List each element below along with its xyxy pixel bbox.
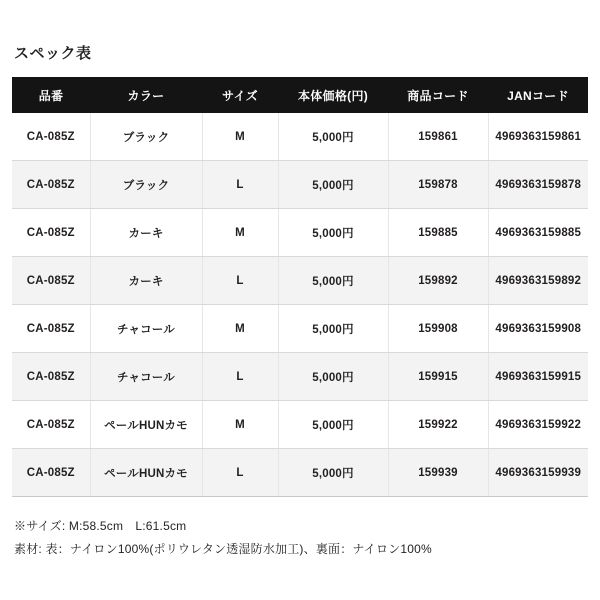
cell-size: M <box>202 305 278 353</box>
table-row <box>12 305 588 353</box>
cell-product-number: CA-085Z <box>12 449 90 497</box>
cell-product-code: 159908 <box>388 305 488 353</box>
cell-product-number: CA-085Z <box>12 353 90 401</box>
spec-table <box>12 77 588 497</box>
column-header-size: サイズ <box>202 77 278 113</box>
cell-color: ブラック <box>90 161 202 209</box>
cell-size: M <box>202 209 278 257</box>
column-header-color: カラー <box>90 77 202 113</box>
column-header-product-number: 品番 <box>12 77 90 113</box>
cell-color: カーキ <box>90 257 202 305</box>
cell-color: カーキ <box>90 209 202 257</box>
cell-product-code: 159878 <box>388 161 488 209</box>
cell-product-code: 159885 <box>388 209 488 257</box>
table-header <box>12 77 588 113</box>
cell-color: チャコール <box>90 353 202 401</box>
cell-product-code: 159892 <box>388 257 488 305</box>
note-material: 素材: 表：ナイロン100%(ポリウレタン透湿防水加工)、裏面：ナイロン100% <box>14 541 432 556</box>
cell-jan-code: 4969363159922 <box>488 401 588 449</box>
table-row <box>12 113 588 161</box>
table-row <box>12 401 588 449</box>
cell-jan-code: 4969363159908 <box>488 305 588 353</box>
cell-product-number: CA-085Z <box>12 257 90 305</box>
column-header-jan-code: JANコード <box>488 77 588 113</box>
cell-price: 5,000円 <box>278 113 388 161</box>
cell-price: 5,000円 <box>278 305 388 353</box>
cell-color: ブラック <box>90 113 202 161</box>
cell-size: L <box>202 449 278 497</box>
cell-size: L <box>202 353 278 401</box>
cell-price: 5,000円 <box>278 353 388 401</box>
table-header-row <box>12 77 588 113</box>
cell-price: 5,000円 <box>278 449 388 497</box>
column-header-price: 本体価格(円) <box>278 77 388 113</box>
cell-product-number: CA-085Z <box>12 209 90 257</box>
cell-product-code: 159861 <box>388 113 488 161</box>
cell-product-number: CA-085Z <box>12 161 90 209</box>
cell-price: 5,000円 <box>278 209 388 257</box>
cell-price: 5,000円 <box>278 401 388 449</box>
cell-color: ペールHUNカモ <box>90 401 202 449</box>
table-row <box>12 449 588 497</box>
cell-jan-code: 4969363159915 <box>488 353 588 401</box>
cell-product-code: 159915 <box>388 353 488 401</box>
cell-product-number: CA-085Z <box>12 305 90 353</box>
table-body <box>12 113 588 497</box>
cell-product-number: CA-085Z <box>12 113 90 161</box>
table-row <box>12 209 588 257</box>
cell-color: チャコール <box>90 305 202 353</box>
cell-jan-code: 4969363159892 <box>488 257 588 305</box>
cell-size: L <box>202 257 278 305</box>
cell-size: L <box>202 161 278 209</box>
cell-size: M <box>202 401 278 449</box>
cell-product-code: 159922 <box>388 401 488 449</box>
cell-product-number: CA-085Z <box>12 401 90 449</box>
cell-jan-code: 4969363159885 <box>488 209 588 257</box>
notes-section <box>12 515 588 561</box>
cell-price: 5,000円 <box>278 257 388 305</box>
cell-price: 5,000円 <box>278 161 388 209</box>
note-size: ※サイズ: M:58.5cm L:61.5cm <box>14 519 187 533</box>
cell-size: M <box>202 113 278 161</box>
cell-color: ペールHUNカモ <box>90 449 202 497</box>
table-row <box>12 353 588 401</box>
page-title: スペック表 <box>14 45 92 62</box>
cell-product-code: 159939 <box>388 449 488 497</box>
table-row <box>12 161 588 209</box>
cell-jan-code: 4969363159878 <box>488 161 588 209</box>
cell-jan-code: 4969363159861 <box>488 113 588 161</box>
cell-jan-code: 4969363159939 <box>488 449 588 497</box>
table-row <box>12 257 588 305</box>
column-header-product-code: 商品コード <box>388 77 488 113</box>
